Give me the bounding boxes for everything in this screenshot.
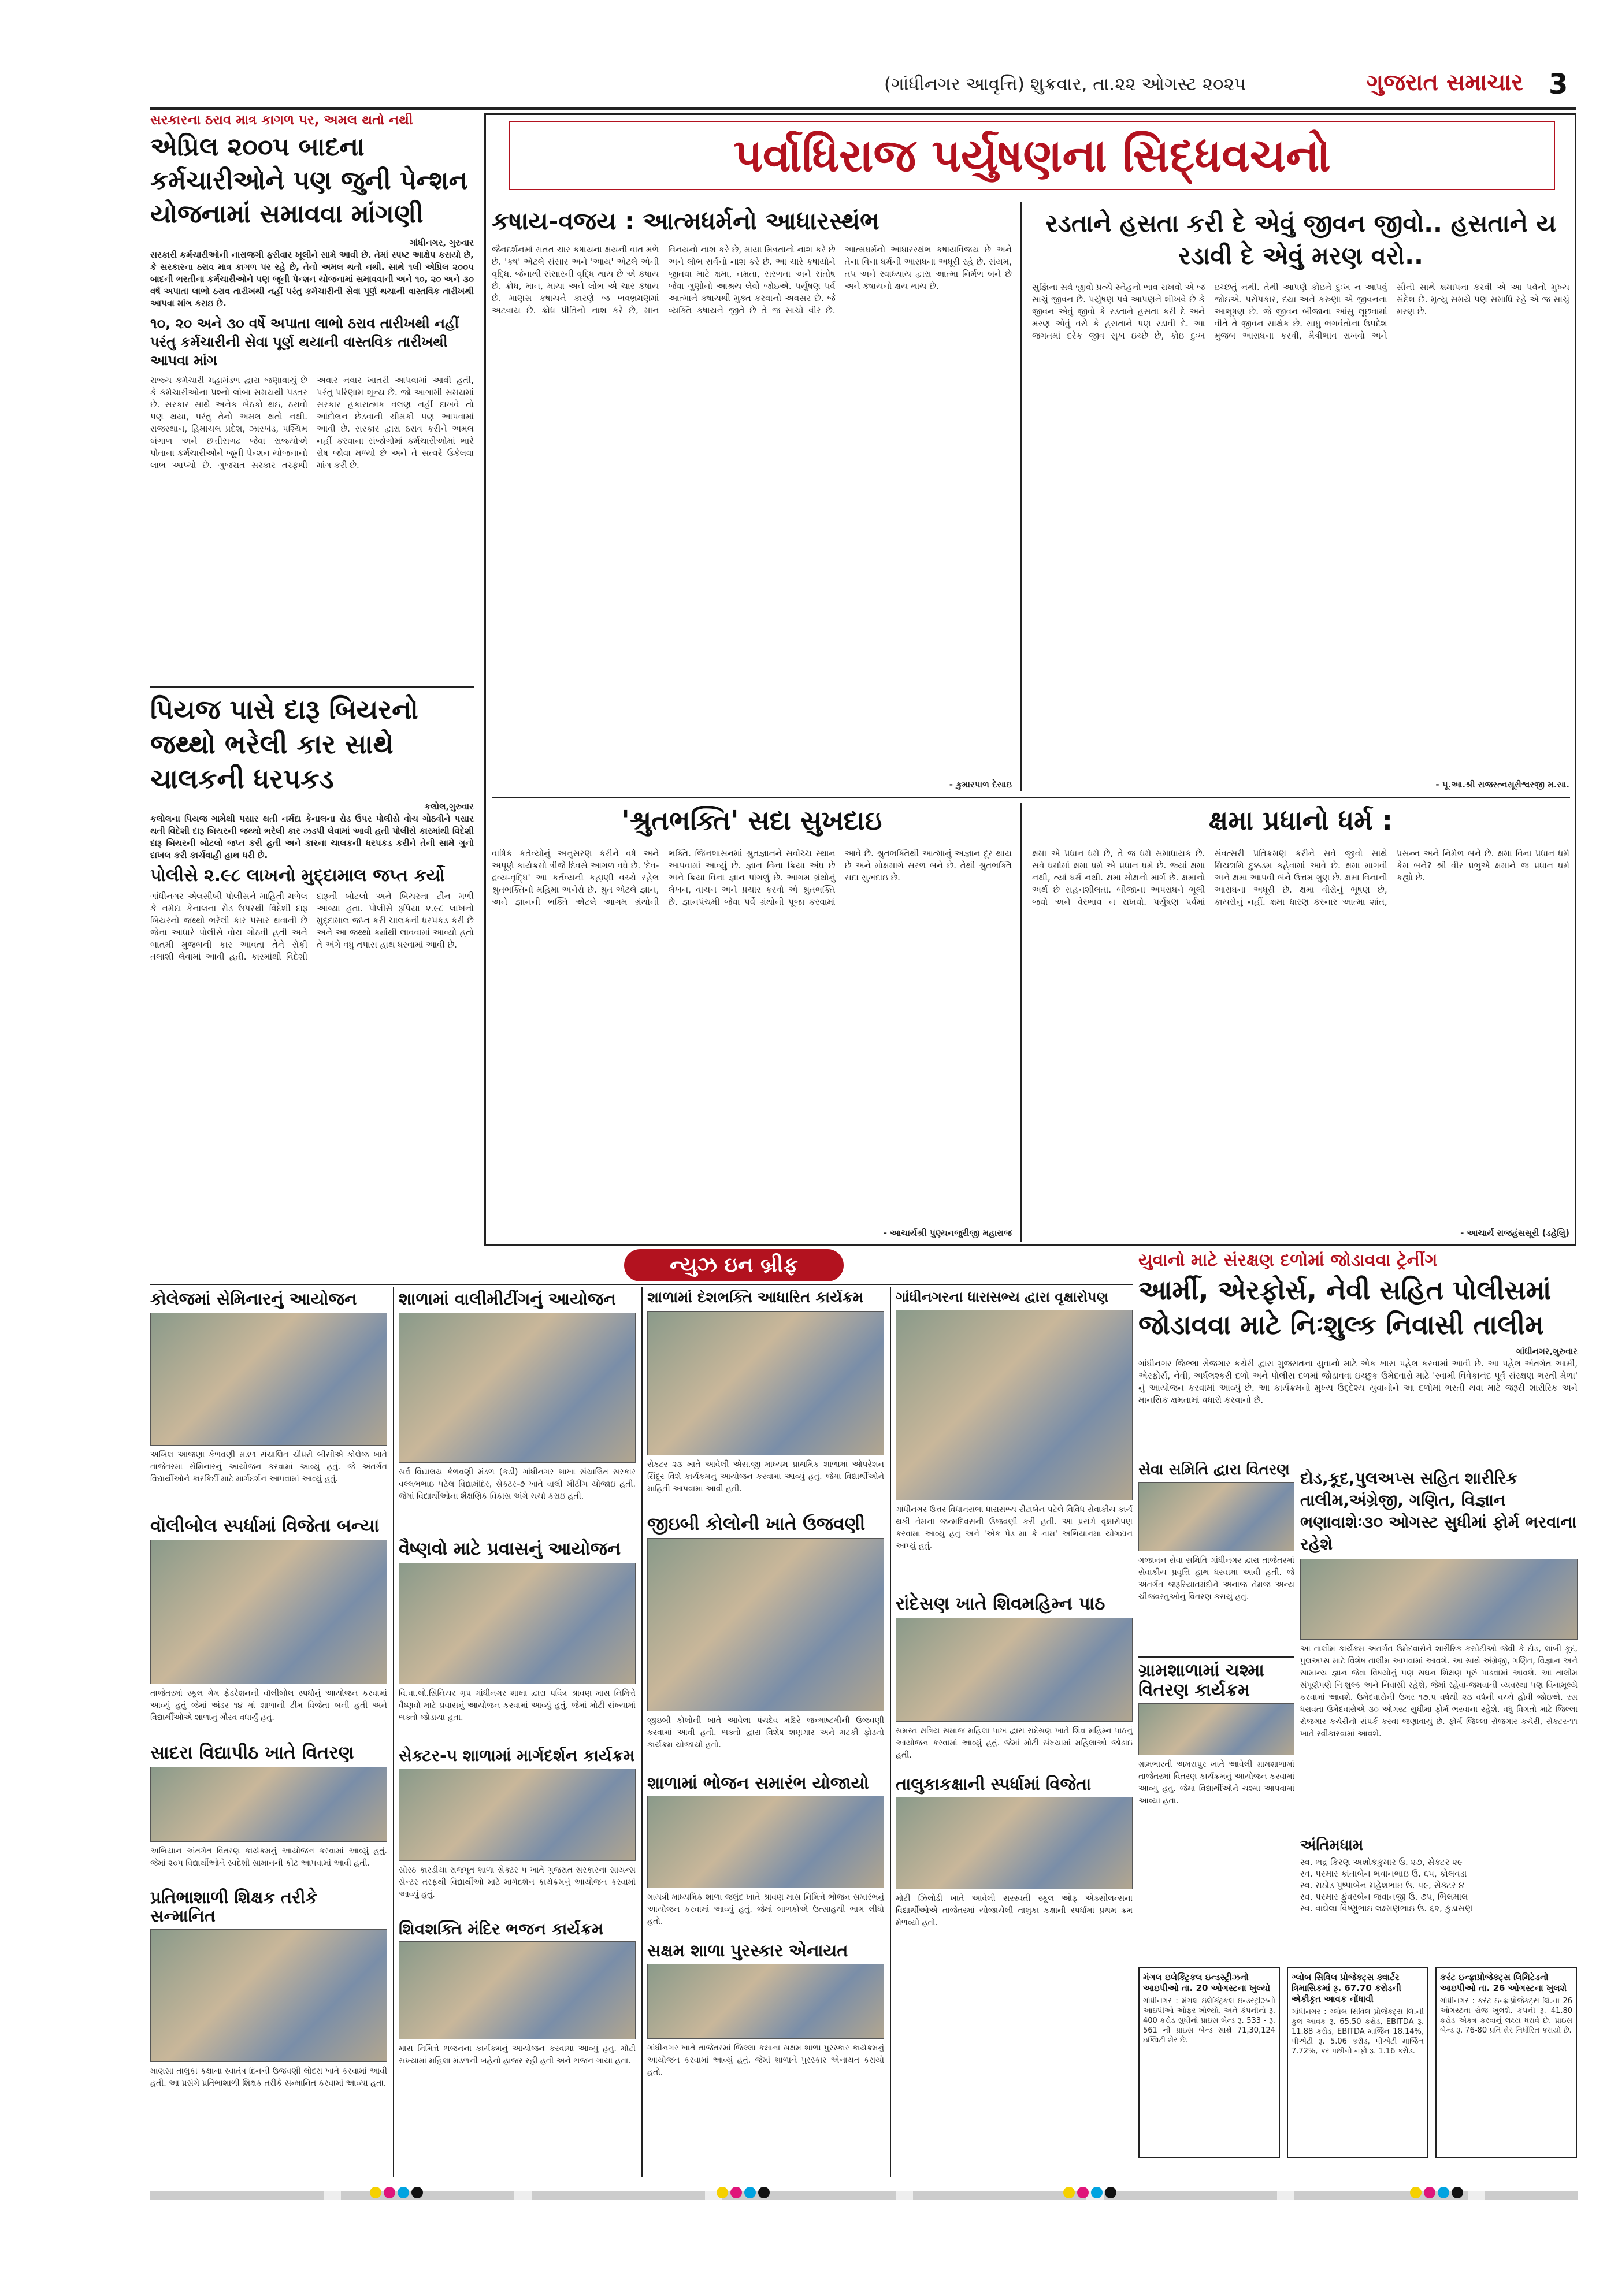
pension-story bbox=[150, 113, 474, 691]
teacher-title: પ્રતિભાશાળી શિક્ષક તરીકે સન્માનિત bbox=[150, 1887, 317, 1926]
patriotic-title: શાળામાં દેશભક્તિ આધારિત કાર્યક્રમ bbox=[647, 1290, 864, 1306]
pension-subhead: ૧૦, ૨૦ અને ૩૦ વર્ષે અપાતા લાભો ઠરાવ તારીખથી નહીં પરંતુ કર્મચારીની સેવા પૂર્ણ થયાની વાસ્તવિક તારીખથી આપવા માંગ bbox=[150, 315, 459, 369]
brief-col-4 bbox=[896, 1290, 1133, 1960]
kshama-byline: - આચાર્ય રાજહંસસૂરી (ડહેલુિ) bbox=[1460, 1228, 1569, 1238]
liquor-headline: પિયજ પાસે દારૂ બિયરનો જથ્થો ભરેલી કાર સાથે ચાલકની ધરપકડ bbox=[150, 694, 418, 794]
news-in-brief-tab bbox=[624, 1249, 844, 1281]
pension-body: રાજ્ય કર્મચારી મહામંડળ દ્વારા જણાવાયું છે કે કર્મચારીઓના પ્રશ્નો લાંબા સમયથી પડતર છે. સરકાર સાથે અનેક બેઠકો થઇ, ઠરાવો પણ થયા, પરંતુ તેનો અમલ થતો નથી. રાજસ્થાન, હિમાચલ પ્રદેશ, ઝારખંડ, પશ્ચિમ બંગાળ અને છત્તીસગઢ જેવા રાજ્યોએ પોતાના કર્મચારીઓને જૂની પેન્શન યોજનાનો લાભ આપ્યો છે. ગુજરાત સરકાર તરફથી અવાર નવાર ખાતરી આપવામાં આવી હતી, પરંતુ પરિણામ શૂન્ય છે. જો આગામી સમયમાં સરકાર હકારાત્મક વલણ નહીં દાખવે તો આંદોલન છેડવાની ચીમકી પણ આપવામાં આવી છે. સરકાર દ્વારા ઠરાવ કરીને અમલ નહીં કરવાના સંજોગોમાં કર્મચારીઓમાં ભારે રોષ જોવા મળ્યો છે અને તે સત્વરે ઉકેલવા માંગ કરી છે. bbox=[150, 374, 474, 470]
ipo-2-body: ગાંધીનગર : ગ્લોબ સિવિલ પ્રોજેક્ટ્સ લિ.ની કુલ આવક રૂ. 65.50 કરોડ, EBITDA રૂ. 11.88 કરોડ, EBITDA માર્જિન 18.14%, પીએટી રૂ. 5.06 કરોડ, પીએટી માર્જિન 7.72%, કર પછીનો નફો રૂ. 1.16 કરોડ. bbox=[1292, 2008, 1424, 2056]
obituary-item: સ્વ. ભદ્ર કિરણ અશોકકુમાર ઉ. ૨૭, સેક્ટર ૨૯ bbox=[1300, 1857, 1463, 1868]
guidance-photo bbox=[399, 1769, 636, 1861]
chashma-body: ગ્રામભારતી અમરાપુર ખાતે આવેલી ગ્રામશાળામાં તાજેતરમાં વિતરણ કાર્યક્રમનું આયોજન કરવામાં આવ્યું હતું. જેમાં વિદ્યાર્થીઓને ચશ્મા આપવામાં આવ્યા હતા. bbox=[1138, 1760, 1294, 1806]
radta-title: રડતાને હસતા કરી દે એવું જીવન જીવો.. હસતાને ય રડાવી દે એવું મરણ વરો.. bbox=[1045, 209, 1556, 270]
saksham-body: ગાંધીનગર ખાતે તાજેતરમાં જિલ્લા કક્ષાના સક્ષમ શાળા પુરસ્કાર કાર્યક્રમનું આયોજન કરવામાં આવ્યું હતું. જેમાં શાળાને પુરસ્કાર એનાયત કરાયો હતો. bbox=[647, 2043, 884, 2077]
chashma-title: ગ્રામશાળામાં ચશ્મા વિતરણ કાર્યક્રમ bbox=[1138, 1656, 1294, 1700]
feature-banner: પર્વાધિરાજ પર્યુષણના સિદ્ધવચનો bbox=[733, 130, 1331, 182]
print-registration-bar bbox=[150, 2181, 1578, 2210]
ipo-3-title: કરંટ ઇન્ફ્રાપ્રોજેક્ટ્સ લિમિટેડનો આઇપીઓ તા. 26 ઓગસ્ટના ખુલશે bbox=[1440, 1972, 1567, 1993]
teacher-photo bbox=[150, 1929, 387, 2062]
radta-body: સુજ્ઞિના સર્વ જીવો પ્રત્યે સ્નેહનો ભાવ રાખવો એ જ સાચું જીવન છે. પર્યુષણ પર્વ આપણને શીખવે છે કે જીવન એવું જીવો કે રડતાને હસતા કરી દે અને મરણ એવું વરો કે હસતાને પણ રડાવી દે. આ જગતમાં દરેક જીવ સુખ ઇચ્છે છે, કોઇ દુઃખ ઇચ્છતું નથી. તેથી આપણે કોઇને દુઃખ ન આપવું જોઇએ. પરોપકાર, દયા અને કરુણા એ જીવનના આભૂષણ છે. જે જીવન બીજાના આંસુ લૂછવામાં વીતે તે જીવન સાર્થક છે. સાધુ ભગવંતોના ઉપદેશ મુજબ આરાધના કરવી, મૈત્રીભાવ રાખવો અને સૌની સાથે ક્ષમાપના કરવી એ આ પર્વનો મુખ્ય સંદેશ છે. મૃત્યુ સમયે પણ સમાધિ રહે એ જ સાચું મરણ છે. bbox=[1032, 282, 1569, 341]
ipo-1-title: મંગલ ઇલેક્ટ્રિકલ ઇન્ડસ્ટ્રીઝનો આઇપીઓ તા. 20 ઓગસ્ટના ખુલ્યો bbox=[1143, 1972, 1271, 1993]
parents-meeting-body: સર્વ વિદ્યાલય કેળવણી મંડળ (કડી) ગાંધીનગર શાખા સંચાલિત સરકાર વલ્લભભાઇ પટેલ વિદ્યામંદિર, સેક્ટર-૭ ખાતે વાલી મીટીંગ યોજાઇ હતી. જેમાં વિદ્યાર્થીઓના શૈક્ષણિક વિકાસ અંગે ચર્ચા કરાઇ હતી. bbox=[399, 1467, 636, 1502]
edition-date: (ગાંધીનગર આવૃત્તિ) શુક્રવાર, તા.૨૨ ઓગસ્ટ ૨૦૨૫ bbox=[884, 74, 1246, 95]
geb-body: જીઇબી કોલોની ખાતે આવેલા પંચદેવ મંદિરે જન્માષ્ટમીની ઉજવણી કરવામાં આવી હતી. ભક્તો દ્વારા વિશેષ શણગાર અને મટકી ફોડનો કાર્યક્રમ યોજાયો હતો. bbox=[647, 1715, 884, 1749]
brief-col-1 bbox=[150, 1290, 387, 2174]
ipo-1-body: ગાંધીનગર : મંગલ ઇલેક્ટ્રિકલ ઇન્ડસ્ટ્રીઝનો આઇપીઓ ઓફર ખોલ્યો. અને કંપનીનો રૂ. 400 કરોડ સુધીનો પ્રાઇસ બેન્ડ રૂ. 533 - રૂ. 561 ની પ્રાઇસ બેન્ડ સાથે 71,30,124 ઇક્વિટી શેર છે. bbox=[1143, 1997, 1275, 2045]
tree-photo bbox=[896, 1310, 1133, 1500]
radta-article bbox=[1032, 207, 1569, 791]
pension-kicker: સરકારના ઠરાવ માત્ર કાગળ પર, અમલ થતો નથી bbox=[150, 113, 413, 128]
teacher-body: માણસા તાલુકા કક્ષાના સ્વાતંત્ર દિનની ઉજવણી લોદરા ખાતે કરવામાં આવી હતી. આ પ્રસંગે પ્રતિભાશાળી શિક્ષક તરીકે સન્માનિત કરવામાં આવ્યા હતા. bbox=[150, 2066, 387, 2088]
ipo-3-body: ગાંધીનગર : કરંટ ઇન્ફ્રાપ્રોજેક્ટ્સ લિ.ના 26 ઓગસ્ટના રોજ ખુલશે. કંપની રૂ. 41.80 કરોડ એકત્ર કરવાનું લક્ષ્ય ધરાવે છે. પ્રાઇસ બેન્ડ રૂ. 76-80 પ્રતિ શેર નિર્ધારિત કરાયો છે. bbox=[1440, 1997, 1572, 2035]
ipo-box-2 bbox=[1287, 1967, 1428, 2158]
vaishnav-body: વિ.વા.બો.સિનિયર ગૃપ ગાંધીનગર શાખા દ્વારા પવિત્ર શ્રાવણ માસ નિમિત્તે વૈષ્ણવો માટે પ્રવાસનું આયોજન કરવામાં આવ્યું હતું. જેમાં મોટી સંખ્યામાં ભક્તો જોડાયા હતા. bbox=[399, 1689, 636, 1723]
sadra-body: અભિયાન અંતર્ગત વિતરણ કાર્યક્રમનું આયોજન કરવામાં આવ્યું હતું. જેમાં ૨૦૫ વિદ્યાર્થીઓને સ્વદેશી સામાનની કીટ આપવામાં આવી હતી. bbox=[150, 1846, 387, 1868]
obituary-item: સ્વ. પરમાર કાંતાબેન ભવાનભાઇ ઉ. ૬૫, કોલવડા bbox=[1300, 1868, 1467, 1879]
parents-meeting-photo bbox=[399, 1313, 636, 1463]
liquor-subhead: પોલીસે ૨.૯૮ લાખનો મુદ્દામાલ જપ્ત કર્યો bbox=[150, 865, 445, 886]
shrutbhakti-body: વાર્ષિક કર્તવ્યોનું અનુસરણ કરીને વર્ષ અને અપૂર્ણ કાર્યક્રમો ત્રીજે દિવસે આગળ વધે છે. 'દેવ-દ્રવ્ય-વૃદ્ધિ' આ કર્તવ્યની કહાણી વચ્ચે રહેલ શ્રુતભક્તિનો મહિમા અનેરો છે. શ્રુત એટલે જ્ઞાન, અને જ્ઞાનની ભક્તિ એટલે આગમ ગ્રંથોની ભક્તિ. જિનશાસનમાં શ્રુતજ્ઞાનને સર્વોચ્ચ સ્થાન આપવામાં આવ્યું છે. જ્ઞાન વિના ક્રિયા અંધ છે અને ક્રિયા વિના જ્ઞાન પાંગળું છે. આગમ ગ્રંથોનું લેખન, વાચન અને પ્રચાર કરવો એ શ્રુતભક્તિ છે. જ્ઞાનપંચમી જેવા પર્વે ગ્રંથોની પૂજા કરવામાં આવે છે. શ્રુતભક્તિથી આત્માનું અજ્ઞાન દૂર થાય છે અને મોક્ષમાર્ગ સરળ બને છે. તેથી શ્રુતભક્તિ સદા સુખદાઇ છે. bbox=[492, 848, 1012, 907]
youth-dateline: ગાંધીનગર,ગુરુવાર bbox=[1516, 1346, 1578, 1357]
page-number: 3 bbox=[1549, 69, 1568, 101]
pension-dateline: ગાંધીનગર, ગુરુવાર bbox=[409, 237, 474, 248]
pension-intro: સરકારી કર્મચારીઓની નારાજગી ફરીવાર ખૂલીને સામે આવી છે. તેમાં સ્પષ્ટ આક્ષેપ કરાયો છે, કે સરકારના ઠરાવ માત્ર કાગળ પર રહે છે, તેનો અમલ થતો નથી. સાથે ૧લી એપ્રિલ ૨૦૦૫ બાદની ભરતીના કર્મચારીઓને પણ જૂની પેન્શન યોજનામાં સમાવવાની અને ૧૦, ૨૦ અને ૩૦ વર્ષ અપાતા લાભો ઠરાવ તારીખથી નહીં પરંતુ કર્મચારીની સેવા પૂર્ણ થયાની વાસ્તવિક તારીખથી આપવા માંગ કરાઇ છે. bbox=[150, 249, 474, 309]
saksham-photo bbox=[647, 1964, 884, 2039]
seminar-photo bbox=[150, 1313, 387, 1446]
brief-col-2 bbox=[399, 1290, 636, 2174]
ipo-box-1 bbox=[1138, 1967, 1280, 2158]
seminar-title: કોલેજમાં સેમિનારનું આયોજન bbox=[150, 1290, 357, 1309]
kashay-body: જૈનદર્શનમાં સતત ચાર કષાયના ક્ષયની વાત મળે છે. 'કષ' એટલે સંસાર અને 'આય' એટલે એની વૃદ્ધિ. જેનાથી સંસારની વૃદ્ધિ થાય છે એ કષાય છે. ક્રોધ, માન, માયા અને લોભ એ ચાર કષાય છે. માણસ કષાયને કારણે જ ભવભ્રમણમાં અટવાય છે. ક્રોધ પ્રીતિનો નાશ કરે છે, માન વિનયનો નાશ કરે છે, માયા મિત્રતાનો નાશ કરે છે અને લોભ સર્વનો નાશ કરે છે. આ ચારે કષાયોને જીતવા માટે ક્ષમા, નમ્રતા, સરળતા અને સંતોષ જેવા ગુણોનો આશ્રય લેવો જોઇએ. પર્યુષણ પર્વ આત્માને કષાયથી મુક્ત કરવાનો અવસર છે. જે વ્યક્તિ કષાયને જીતે છે તે જ સાચો વીર છે. આત્મધર્મનો આધારસ્થંભ કષાયવિજય છે અને તેના વિના ધર્મની આરાધના અધૂરી રહે છે. સંયમ, તપ અને સ્વાધ્યાય દ્વારા આત્મા નિર્મળ બને છે અને કષાયનો ક્ષય થાય છે. bbox=[492, 244, 1012, 316]
volleyball-body: તાજેતરમાં સ્કૂલ ગેમ ફેડરેશનની વૉલીબોલ સ્પર્ધાનું આયોજન કરવામાં આવ્યું હતું જેમાં અંડર ૧૪ માં શાળાની ટીમ વિજેતા બની હતી અને વિદ્યાર્થીઓએ શાળાનું ગૌરવ વધાર્યું હતું. bbox=[150, 1689, 387, 1723]
kshama-article bbox=[1032, 806, 1569, 1239]
brand-logo: ગુજરાત સમાચાર bbox=[1367, 69, 1523, 96]
taluka-body: મોટી ઝિલોડી ખાતે આવેલી સરસ્વતી સ્કૂલ ઓફ એક્સીલન્સના વિદ્યાર્થીઓએ તાજેતરમાં યોજાયેલી તાલુકા કક્ષાની સ્પર્ધામાં પ્રથમ ક્રમ મેળવ્યો હતો. bbox=[896, 1894, 1133, 1928]
seva-title: સેવા સમિતિ દ્વારા વિતરણ bbox=[1138, 1462, 1290, 1478]
news-in-brief-label: ન્યુઝ ઇન બ્રીફ bbox=[670, 1253, 798, 1277]
liquor-body: ગાંધીનગર એલસીબી પોલીસને માહિતી મળેલ કે નર્મદા કેનાલના રોડ ઉપરથી વિદેશી દારૂ બિયરનો જથ્થો ભરેલી કાર પસાર થવાની છે જેના આધારે પોલીસે વોચ ગોઠવી હતી અને બાતમી મુજબની કાર આવતા તેને રોકી તલાશી લેવામાં આવી હતી. કારમાંથી વિદેશી દારૂની બોટલો અને બિયરના ટીન મળી આવ્યા હતા. પોલીસે રૂપિયા ૨.૯૮ લાખનો મુદ્દામાલ જપ્ત કરી ચાલકની ધરપકડ કરી છે અને આ જથ્થો ક્યાંથી લાવવામાં આવ્યો હતો તે અંગે વધુ તપાસ હાથ ધરવામાં આવી છે. bbox=[150, 890, 474, 962]
bhojan-body: ગાયત્રી માધ્યમિક શાળા જલુંદ ખાતે શ્રાવણ માસ નિમિત્તે ભોજન સમારંભનું આયોજન કરવામાં આવ્યું હતું. જેમાં બાળકોએ ઉત્સાહથી ભાગ લીધો હતો. bbox=[647, 1893, 884, 1927]
patriotic-photo bbox=[647, 1311, 884, 1455]
shrutbhakti-byline: - આચાર્યશ્રી પુણ્યનજુરીજી મહારાજ bbox=[883, 1228, 1012, 1238]
brief-col-3 bbox=[647, 1290, 884, 2174]
youth-body2: આ તાલીમ કાર્યક્રમ અંતર્ગત ઉમેદવારોને શારીરિક કસોટીઓ જેવી કે દોડ, લાંબી કૂદ, પુલઅપ્સ માટે વિશેષ તાલીમ આપવામાં આવશે. આ સાથે અંગ્રેજી, ગણિત, વિજ્ઞાન અને સામાન્ય જ્ઞાન જેવા વિષયોનું પણ સઘન શિક્ષણ પૂરું પાડવામાં આવશે. આ તાલીમ સંપૂર્ણપણે નિઃશુલ્ક અને નિવાસી રહેશે, જેમાં રહેવા-જમવાની વ્યવસ્થા પણ વિનામૂલ્યે કરવામાં આવશે. ઉમેદવારોની ઉંમર ૧૭.૫ વર્ષથી ૨૩ વર્ષની વચ્ચે હોવી જોઇએ. રસ ધરાવતા ઉમેદવારોએ ૩૦ ઓગસ્ટ સુધીમાં ફોર્મ ભરવાના રહેશે. વધુ વિગતો માટે જિલ્લા રોજગાર કચેરીનો સંપર્ક કરવા જણાવાયું છે. ફોર્મ જિલ્લા રોજગાર કચેરી, સેક્ટર-૧૧ ખાતે સ્વીકારવામાં આવશે. bbox=[1300, 1644, 1578, 1738]
seminar-body: અખિલ આંજણા કેળવણી મંડળ સંચાલિત ચૌધરી બીસીએ કોલેજ ખાતે તાજેતરમાં સેમિનારનું આયોજન કરવામાં આવ્યું હતું. જે અંતર્ગત વિદ્યાર્થીઓને કારકિર્દી માટે માર્ગદર્શન આપવામાં આવ્યું હતું. bbox=[150, 1450, 387, 1484]
geb-title: જીઇબી કોલોની ખાતે ઉજવણી bbox=[647, 1514, 866, 1535]
liquor-intro: કલોલના પિયજ ગામેથી પસાર થતી નર્મદા કેનાલના રોડ ઉપર પોલીસે વોચ ગોઠવીને પસાર થતી વિદેશી દારૂ બિયરની જથ્થો ભરેલી કાર ઝડપી લેવામાં આવી હતી પોલીસે કારમાંથી વિદેશી દારૂ બિયરની બોટલો જપ્ત કરી હતી અને કારના ચાલકની ધરપકડ કરીને તેની સામે ગુનો દાખલ કરી કાર્યવાહી હાથ ધરી છે. bbox=[150, 813, 474, 860]
vaishnav-title: વૈષ્ણવો માટે પ્રવાસનું આયોજન bbox=[399, 1539, 621, 1560]
obituary-title: અંતિમધામ bbox=[1300, 1837, 1364, 1854]
bhojan-photo bbox=[647, 1796, 884, 1888]
bhojan-title: શાળામાં ભોજન સમારંભ યોજાયો bbox=[647, 1773, 869, 1793]
randesan-title: રાંદેસણ ખાતે શિવમહિમ્ન પાઠ bbox=[896, 1593, 1105, 1614]
taluka-title: તાલુકાકક્ષાની સ્પર્ધામાં વિજેતા bbox=[896, 1774, 1092, 1794]
youth-headline: આર્મી, એરફોર્સ, નેવી સહિત પોલીસમાં જોડાવવા માટે નિઃશુલ્ક નિવાસી તાલીમ bbox=[1138, 1274, 1552, 1340]
parents-meeting-title: શાળામાં વાલીમીટીંગનું આયોજન bbox=[399, 1290, 616, 1309]
kashay-title: કષાય-વજય : આત્મધર્મનો આધારસ્થંભ bbox=[492, 207, 879, 235]
feature-banner-frame bbox=[509, 121, 1555, 190]
pension-headline: એપ્રિલ ૨૦૦૫ બાદના કર્મચારીઓને પણ જુની પેન્શન યોજનામાં સમાવવા માંગણી bbox=[150, 132, 468, 229]
kashay-byline: - કુમારપાળ દેસાઇ bbox=[949, 779, 1012, 790]
ipo-strip bbox=[1138, 1967, 1578, 2158]
youth-photo bbox=[1300, 1559, 1578, 1640]
radta-byline: - પૂ.આ.શ્રી રાજરત્નસૂરીશ્વરજી મ.સા. bbox=[1435, 779, 1569, 790]
shrutbhakti-article bbox=[492, 806, 1012, 1239]
randesan-body: સમસ્ત ક્ષત્રિય સમાજ મહિલા પાંખ દ્વારા રાંદેસણ ખાતે શિવ મહિમ્ન પાઠનું આયોજન કરવામાં આવ્યું હતું. જેમાં મોટી સંખ્યામાં મહિલાઓ જોડાઇ હતી. bbox=[896, 1726, 1133, 1760]
shrutbhakti-title: 'શ્રુતભક્તિ' સદા સુખદાઇ bbox=[621, 806, 882, 836]
registration-dots bbox=[370, 2187, 423, 2201]
youth-kicker: યુવાનો માટે સંરક્ષણ દળોમાં જોડાવવા ટ્રેનીંગ bbox=[1138, 1251, 1438, 1270]
bhajan-title: શિવશક્તિ મંદિર ભજન કાર્યક્રમ bbox=[399, 1919, 603, 1938]
obituary-item: સ્વ. વાઘેલા વિષ્ણુભાઇ લક્ષ્મણભાઇ ઉ. ૬૨, કુડાસણ bbox=[1300, 1903, 1473, 1914]
guidance-title: સેક્ટર-૫ શાળામાં માર્ગદર્શન કાર્યક્રમ bbox=[399, 1746, 635, 1766]
liquor-story bbox=[150, 686, 474, 1206]
masthead-rule bbox=[150, 107, 1576, 110]
patriotic-body: સેક્ટર ૨૩ ખાતે આવેલી એસ.જી માધ્યમ પ્રાથમિક શાળામાં ઓપરેશન સિંદૂર વિશે કાર્યક્રમનું આયોજન કરવામાં આવ્યું હતું. જેમાં વિદ્યાર્થીઓને માહિતી આપવામાં આવી હતી. bbox=[647, 1460, 884, 1494]
youth-body: ગાંધીનગર જિલ્લા રોજગાર કચેરી દ્વારા ગુજરાતના યુવાનો માટે એક ખાસ પહેલ કરવામાં આવી છે. આ પહેલ અંતર્ગત આર્મી, એરફોર્સ, નેવી, અર્ધલશ્કરી દળો અને પોલીસ દળમાં જોડાવવા ઇચ્છુક ઉમેદવારો માટે 'સ્વામી વિવેકાનંદ પૂર્વ સંરક્ષણ ભરતી મેળા' નું આયોજન કરવામાં આવ્યું છે. આ કાર્યક્રમનો મુખ્ય ઉદ્દેશ્ય યુવાનોને આ દળોમાં ભરતી થવા માટે જરૂરી શારીરિક અને માનસિક ક્ષમતામાં વધારો કરવાનો છે. bbox=[1138, 1358, 1578, 1405]
geb-photo bbox=[647, 1538, 884, 1711]
ipo-box-3 bbox=[1435, 1967, 1577, 2158]
vaishnav-photo bbox=[399, 1563, 636, 1684]
sadra-title: સાદરા વિદ્યાપીઠ ખાતે વિતરણ bbox=[150, 1743, 354, 1764]
obituary-box bbox=[1300, 1837, 1578, 1959]
kashay-article bbox=[492, 207, 1012, 791]
sadra-photo bbox=[150, 1767, 387, 1842]
ipo-2-title: ગ્લોબ સિવિલ પ્રોજેક્ટ્સ ક્વાર્ટર ત્રિમાસિકમાં રૂ. 67.70 કરોડની એકીકૃત આવક નોંધાવી bbox=[1292, 1972, 1401, 2004]
seva-body: ગજાનન સેવા સમિતિ ગાંધીનગર દ્વારા તાજેતરમાં સેવાકીય પ્રવૃત્તિ હાથ ધરવામાં આવી હતી. જે અંતર્ગત જરૂરિયાતમંદોને અનાજ તેમજ અન્ય ચીજવસ્તુઓનું વિતરણ કરાયું હતું. bbox=[1138, 1556, 1294, 1602]
kshama-body: ક્ષમા એ પ્રધાન ધર્મ છે, તે જ ધર્મ સમાધાયક છે. સર્વ ધર્મોમાં ક્ષમા ધર્મ એ પ્રધાન ધર્મ છે. જ્યાં ક્ષમા નથી, ત્યાં ધર્મ નથી. ક્ષમા મોક્ષનો માર્ગ છે. ક્ષમાનો અર્થ છે સહનશીલતા. બીજાના અપરાધને ભૂલી જવો અને વેરભાવ ન રાખવો. પર્યુષણ પર્વમાં સંવત્સરી પ્રતિક્રમણ કરીને સર્વ જીવો સાથે મિચ્છામિ દુક્કડમ કહેવામાં આવે છે. ક્ષમા માગવી અને ક્ષમા આપવી બંને ઉત્તમ ગુણ છે. ક્ષમા વિનાની આરાધના અધૂરી છે. ક્ષમા વીરોનું ભૂષણ છે, કાયરોનું નહીં. ક્ષમા ધારણ કરનાર આત્મા શાંત, પ્રસન્ન અને નિર્મળ બને છે. ક્ષમા વિના પ્રધાન ધર્મ કેમ બને? શ્રી વીર પ્રભુએ ક્ષમાને જ પ્રધાન ધર્મ કહ્યો છે. bbox=[1032, 848, 1569, 907]
guidance-body: સોરઠ કારડીયા રાજપૂત શાળા સેક્ટર ૫ ખાતે ગુજરાત સરકારના સાયન્સ સેન્ટર તરફથી વિદ્યાર્થીઓ માટે માર્ગદર્શન કાર્યક્રમનું આયોજન કરવામાં આવ્યું હતું. bbox=[399, 1865, 636, 1899]
taluka-photo bbox=[896, 1797, 1133, 1889]
obituary-item: સ્વ. પરમાર ફુંવરબેન જવાનજી ઉ. ૭૫, ભિલમાલ bbox=[1300, 1892, 1468, 1903]
bhajan-body: માસ નિમિત્તે ભજનના કાર્યક્રમનું આયોજન કરવામાં આવ્યું હતું. મોટી સંખ્યામાં મહિલા મંડળની બહેનો હાજર રહી હતી અને ભજન ગાયા હતા. bbox=[399, 2044, 636, 2065]
saksham-title: સક્ષમ શાળા પુરસ્કાર એનાયત bbox=[647, 1941, 848, 1961]
youth-subhead: દોડ,કૂદ,પુલઅપ્સ સહિત શારીરિક તાલીમ,અંગ્રેજી, ગણિત, વિજ્ઞાન ભણાવાશેઃ૩૦ ઓગસ્ટ સુધીમાં ફોર્મ ભરવાના રહેશે bbox=[1300, 1469, 1577, 1554]
youth-training-story bbox=[1138, 1251, 1578, 1465]
bhajan-photo bbox=[399, 1941, 636, 2039]
liquor-dateline: કલોલ,ગુરુવાર bbox=[424, 801, 474, 812]
masthead bbox=[884, 69, 1578, 104]
kshama-title: ક્ષમા પ્રધાનો ધર્મ : bbox=[1208, 806, 1393, 836]
volleyball-title: વૉલીબોલ સ્પર્ધામાં વિજેતા બન્યા bbox=[150, 1515, 380, 1537]
obituary-item: સ્વ. રાઠોડ પુષ્પાબેન મહેશભાઇ ઉ. ૫૯, સેક્ટર ૪ bbox=[1300, 1880, 1464, 1891]
volleyball-photo bbox=[150, 1540, 387, 1684]
randesan-photo bbox=[896, 1618, 1133, 1722]
tree-title: ગાંધીનગરના ધારાસભ્ય દ્વારા વૃક્ષારોપણ bbox=[896, 1290, 1109, 1305]
tree-body: ગાંધીનગર ઉત્તર વિધાનસભા ધારાસભ્ય રીટાબેન પટેલે વિવિધ સેવાકીય કાર્ય થકી તેમના જન્મદિવસની ઉજવણી કરી હતી. આ પ્રસંગે વૃક્ષારોપણ કરવામાં આવ્યું હતું અને 'એક પેડ મા કે નામ' અભિયાનમાં યોગદાન આપ્યું હતું. bbox=[896, 1504, 1133, 1551]
feature-box bbox=[484, 113, 1576, 1246]
